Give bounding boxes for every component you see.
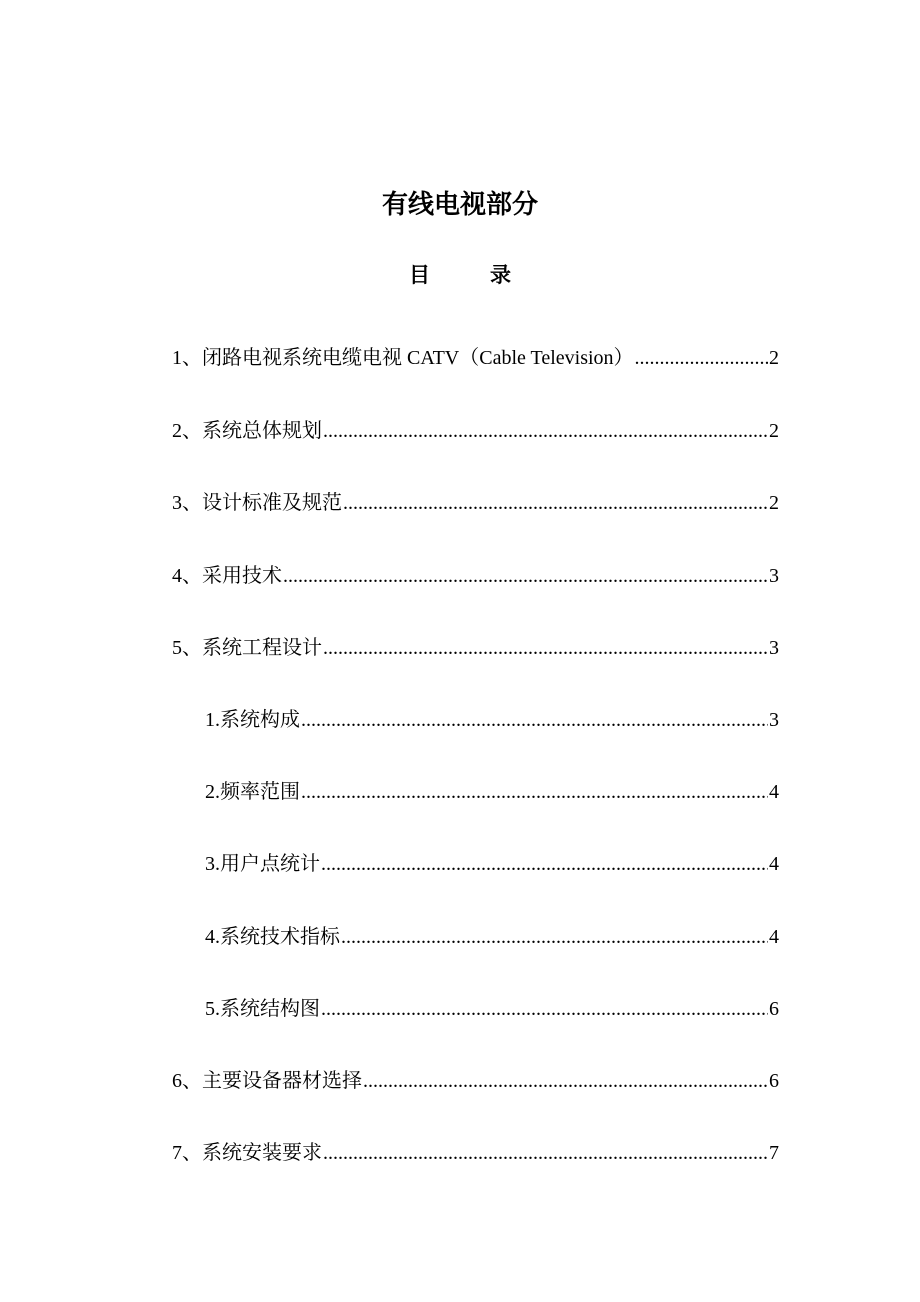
toc-entry-label: 系统工程设计 (202, 637, 322, 659)
toc-entry-label: 用户点统计 (220, 853, 320, 875)
toc-heading-char-1: 目 (409, 263, 430, 287)
toc-entry-page: 7 (769, 1142, 779, 1164)
toc-leader-dots (321, 994, 768, 1024)
toc-entry-page: 4 (769, 853, 779, 875)
toc-entry-page: 3 (769, 565, 779, 587)
toc-entry-page: 2 (769, 347, 779, 369)
toc-entry-page: 2 (769, 492, 779, 514)
toc-subentry[interactable] (205, 705, 779, 735)
toc-leader-dots (343, 488, 768, 518)
toc-entry[interactable] (172, 1138, 779, 1168)
toc-entry-label: 采用技术 (202, 565, 282, 587)
toc-entry[interactable] (172, 488, 779, 518)
toc-leader-dots (341, 922, 768, 952)
toc-entry-label: 系统技术指标 (220, 926, 340, 948)
toc-entry-number: 4、 (172, 565, 202, 587)
document-title: 有线电视部分 (381, 190, 538, 219)
toc-entry-page: 3 (769, 709, 779, 731)
toc-entry-number: 4. (205, 926, 220, 948)
toc-leader-dots (323, 633, 768, 663)
toc-leader-dots (301, 705, 768, 735)
toc-leader-dots (363, 1066, 768, 1096)
toc-entry-number: 3、 (172, 492, 202, 514)
toc-entry[interactable] (172, 416, 779, 446)
toc-entry-number: 1. (205, 709, 220, 731)
toc-entry-label: 系统安装要求 (202, 1142, 322, 1164)
toc-entry[interactable] (172, 1066, 779, 1096)
toc-subentry[interactable] (205, 777, 779, 807)
toc-leader-dots (301, 777, 768, 807)
toc-entry[interactable] (172, 343, 779, 373)
toc-leader-dots (323, 1138, 768, 1168)
toc-entry-label: 闭路电视系统电缆电视 CATV（Cable Television） (202, 347, 634, 369)
toc-leader-dots (283, 561, 768, 591)
toc-entry-number: 6、 (172, 1070, 202, 1092)
toc-entry-label: 系统结构图 (220, 998, 320, 1020)
toc-entry-label: 设计标准及规范 (202, 492, 342, 514)
toc-entry-page: 4 (769, 781, 779, 803)
toc-entry-number: 7、 (172, 1142, 202, 1164)
toc-entry-page: 4 (769, 926, 779, 948)
toc-entry-label: 频率范围 (220, 781, 300, 803)
toc-entry-number: 2. (205, 781, 220, 803)
toc-entry-page: 3 (769, 637, 779, 659)
toc-entry[interactable] (172, 633, 779, 663)
toc-entry[interactable] (172, 561, 779, 591)
toc-leader-dots (323, 416, 768, 446)
toc-entry-label: 系统总体规划 (202, 420, 322, 442)
toc-entry-page: 6 (769, 998, 779, 1020)
toc-entry-label: 系统构成 (220, 709, 300, 731)
toc-entry-number: 5、 (172, 637, 202, 659)
toc-entry-page: 2 (769, 420, 779, 442)
toc-entry-number: 1、 (172, 347, 202, 369)
toc-entry-number: 2、 (172, 420, 202, 442)
toc-leader-dots (321, 849, 768, 879)
toc-entry-number: 3. (205, 853, 220, 875)
toc-entry-label: 主要设备器材选择 (202, 1070, 362, 1092)
toc-subentry[interactable] (205, 849, 779, 879)
toc-subentry[interactable] (205, 922, 779, 952)
toc-entry-number: 5. (205, 998, 220, 1020)
toc-entry-page: 6 (769, 1070, 779, 1092)
toc-subentry[interactable] (205, 994, 779, 1024)
toc-heading-char-2: 录 (490, 263, 511, 287)
toc-leader-dots (635, 343, 768, 373)
